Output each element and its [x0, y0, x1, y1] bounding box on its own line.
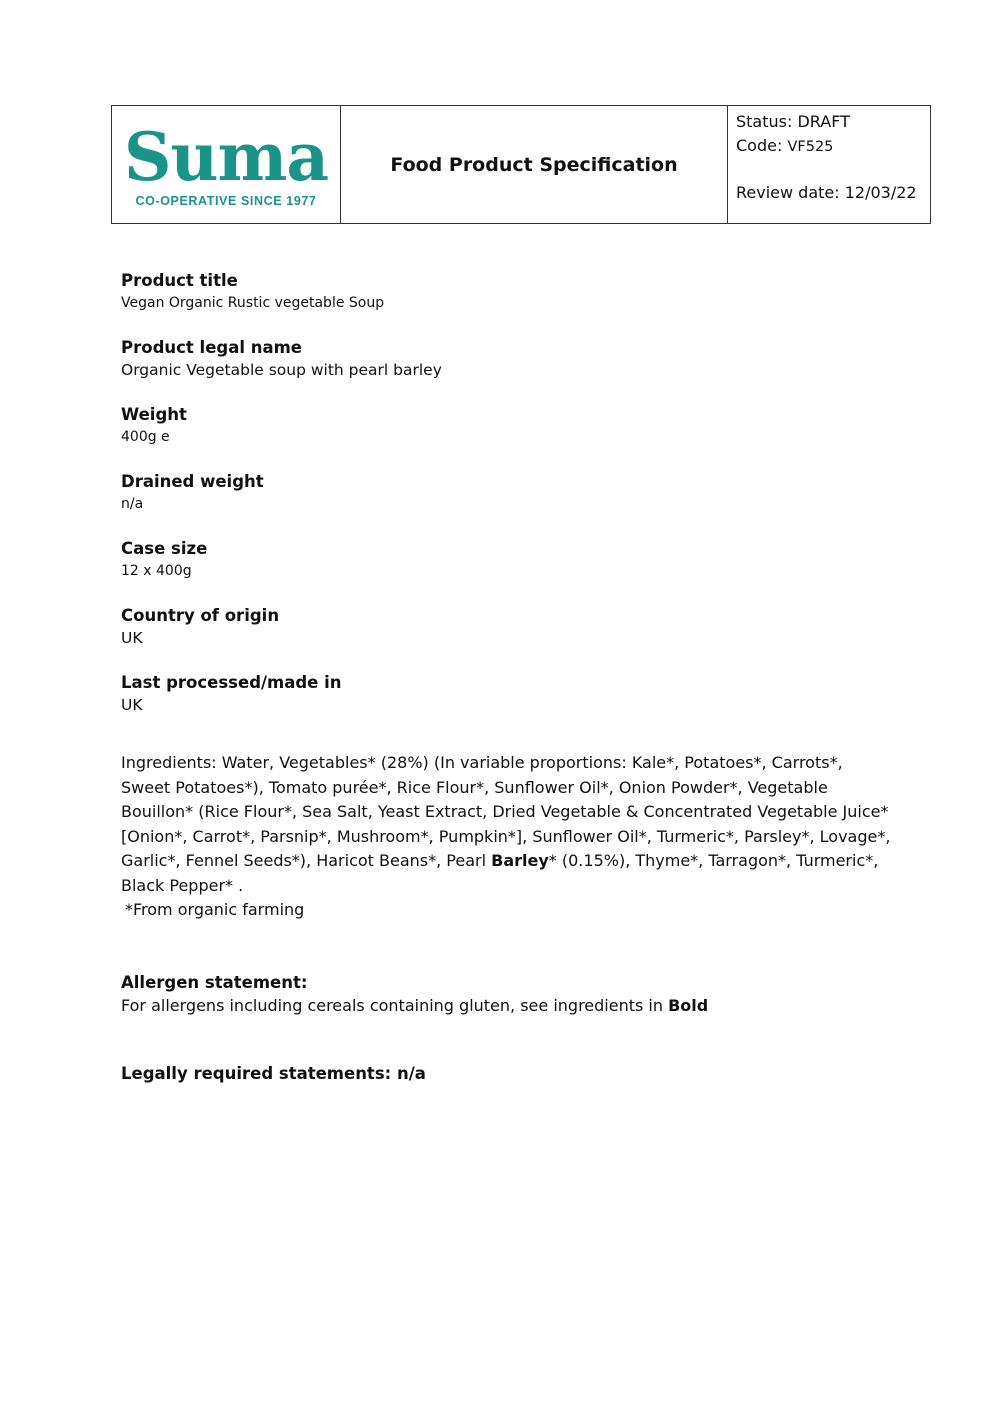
header-table [111, 105, 931, 224]
suma-logo: Suma [123, 117, 329, 196]
field-country-of-origin [121, 605, 891, 649]
field-label: Weight [121, 405, 187, 424]
ingredients-text: Ingredients: Water, Vegetables* (28%) (In variable proportions: Kale*, Potatoes*, Carrots*, Sweet Potatoes*), Tomato purée*, Rice Flour*, Sunflower Oil*, Onion Powder*, Vegetable Bouillon* (Rice Flour*, Sea Salt, Yeast Extract, Dried Vegetable & Concentrated Vegetable Juice* [Onion*, Carrot*, Parsnip*, Mushroom*, Pumpkin*], Sunflower Oil*, Turmeric*, Parsley*, Lovage*, Garlic*, Fennel Seeds*), Haricot Beans*, Pearl [121, 753, 891, 870]
status-text: Status: DRAFT [736, 112, 850, 131]
field-label: Product title [121, 271, 238, 290]
allergen-statement [121, 994, 891, 1018]
field-label: Drained weight [121, 472, 264, 491]
logo-tagline: CO-OPERATIVE SINCE 1977 [135, 193, 317, 208]
field-drained-weight [121, 471, 891, 515]
spec-content [121, 270, 891, 1083]
field-weight [121, 404, 891, 448]
field-value: n/a [121, 496, 144, 512]
code-line [736, 134, 930, 159]
organic-note: *From organic farming [125, 900, 305, 919]
field-label: Last processed/made in [121, 673, 342, 692]
allergen-heading: Allergen statement: [121, 973, 308, 992]
field-label: Country of origin [121, 606, 280, 625]
field-case-size [121, 538, 891, 582]
allergen-bold-word: Bold [668, 996, 709, 1015]
field-product-title [121, 270, 891, 314]
ingredients-text-end: * (0.15%), Thyme*, Tarragon*, Turmeric*, Black Pepper* . [121, 851, 879, 895]
field-value: UK [121, 696, 143, 714]
title-cell [341, 106, 728, 224]
field-last-processed [121, 672, 891, 716]
allergen-barley: Barley [491, 851, 549, 870]
review-date: Review date: 12/03/22 [736, 183, 917, 202]
code-label: Code: [736, 136, 783, 155]
field-value: Vegan Organic Rustic vegetable Soup [121, 295, 385, 311]
field-value: 400g e [121, 429, 170, 445]
field-label: Product legal name [121, 338, 302, 357]
field-value: Organic Vegetable soup with pearl barley [121, 361, 442, 379]
meta-cell [728, 106, 931, 224]
field-label: Case size [121, 539, 208, 558]
code-value: VF525 [787, 139, 834, 155]
document-title: Food Product Specification [390, 153, 678, 176]
legal-statements: Legally required statements: n/a [121, 1064, 426, 1083]
field-value: UK [121, 629, 143, 647]
allergen-section [121, 972, 891, 1018]
allergen-text: For allergens including cereals containing gluten, see ingredients in [121, 996, 669, 1015]
logo-cell [112, 106, 341, 224]
field-value: 12 x 400g [121, 563, 192, 579]
field-legal-name [121, 337, 891, 381]
ingredients-paragraph [121, 751, 891, 898]
